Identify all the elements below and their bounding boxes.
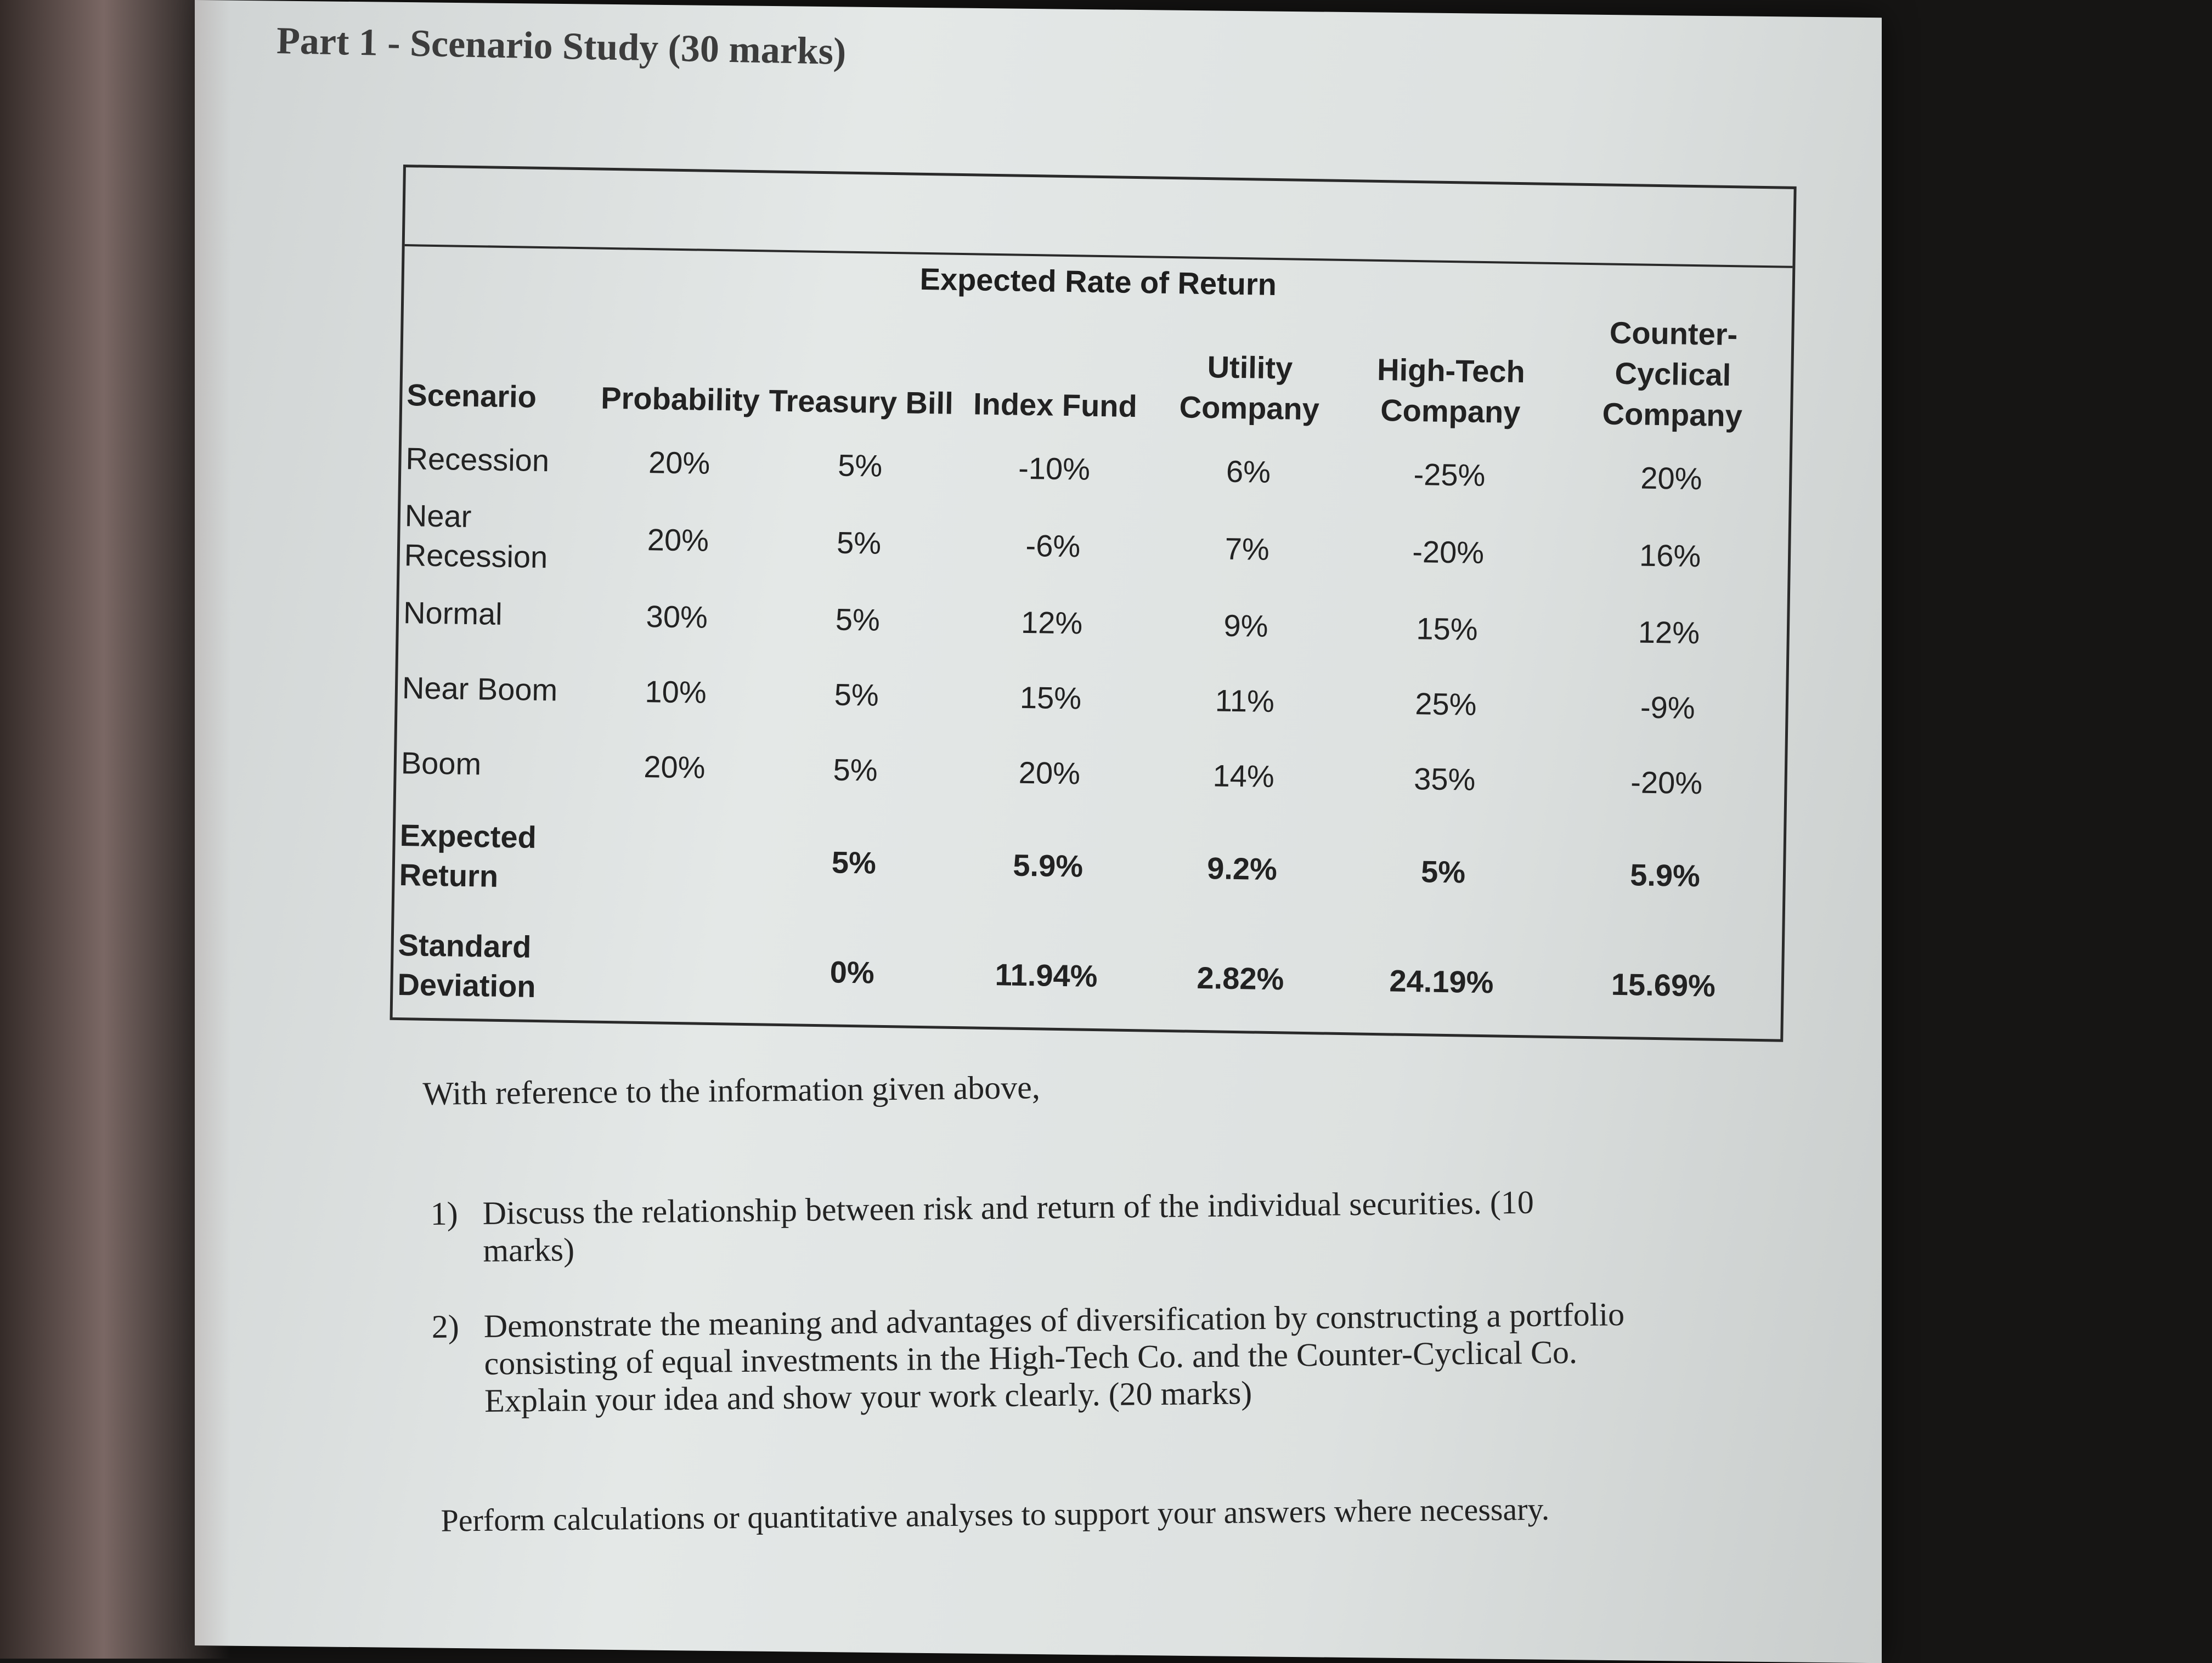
question-text: Demonstrate the meaning and advantages of diversification by constructing a portfolio consisting of equal investments in the High-Tech Co. and the Counter-Cyclical Co. Explain your idea and show your work clearly. (20 marks): [483, 1296, 1625, 1419]
cell-high-tech: 5%: [1420, 853, 1466, 890]
row-scenario: Recession: [405, 440, 550, 478]
cell-treasury: 5%: [837, 448, 883, 483]
cell-utility: 2.82%: [1197, 960, 1284, 996]
col-scenario: Scenario: [406, 377, 537, 414]
col-index-fund: Index Fund: [973, 386, 1138, 424]
cell-utility: 7%: [1224, 531, 1270, 567]
row-scenario: Normal: [403, 595, 503, 631]
row-probability: 10%: [645, 674, 707, 710]
standard-deviation-row: [393, 910, 1782, 1042]
cell-treasury: 5%: [836, 524, 882, 561]
cell-utility: 11%: [1215, 683, 1275, 719]
row-probability: 30%: [646, 599, 708, 635]
cell-high-tech: 35%: [1413, 761, 1476, 797]
cell-index: -6%: [1025, 528, 1081, 563]
row-scenario: Boom: [400, 745, 482, 781]
expected-return-row: [394, 800, 1784, 932]
col-utility-line2: Company: [1179, 389, 1320, 427]
empty-cell: [589, 803, 758, 915]
col-counter-line3: Company: [1602, 396, 1743, 433]
questions-section: [422, 1062, 1634, 1571]
row-scenario: Near Boom: [402, 670, 558, 708]
standard-deviation-label: [393, 910, 589, 1023]
col-high-tech: [1346, 308, 1556, 439]
cell-index: -10%: [1018, 450, 1091, 487]
expected-return-label-line1: Expected: [399, 818, 537, 855]
question-text: Discuss the relationship between risk and return of the individual securities. (10 marks): [482, 1184, 1534, 1269]
cell-index: 20%: [1018, 755, 1081, 791]
expected-return-label: [394, 800, 590, 913]
return-table: [393, 293, 1792, 1042]
cell-index: 12%: [1020, 604, 1083, 641]
table-header: Expected Rate of Return: [404, 244, 1792, 312]
cell-counter: 5.9%: [1629, 857, 1701, 893]
cell-treasury: 0%: [830, 954, 875, 990]
col-counter-line1: Counter-: [1609, 315, 1738, 352]
cell-counter: 20%: [1640, 460, 1702, 496]
row-probability: 20%: [647, 522, 709, 558]
col-treasury-bill: Treasury Bill: [769, 383, 954, 421]
cell-counter: 15.69%: [1611, 966, 1716, 1003]
col-utility-line1: Utility: [1207, 349, 1293, 386]
cell-treasury: 5%: [833, 752, 878, 788]
col-utility: [1152, 306, 1348, 436]
row-scenario: Near Recession: [404, 498, 548, 575]
question-item: [431, 1296, 1633, 1420]
cell-counter: 12%: [1638, 614, 1700, 651]
return-table-frame: [390, 165, 1796, 1042]
col-probability: Probability: [600, 380, 760, 418]
col-counter-cyclical: [1554, 312, 1792, 443]
screen-glare: [0, 0, 230, 1659]
question-item: [430, 1183, 1631, 1270]
column-header-row: [402, 293, 1792, 443]
row-probability: 20%: [643, 749, 706, 785]
cell-high-tech: 15%: [1416, 611, 1479, 647]
cell-utility: 14%: [1212, 758, 1275, 794]
cell-high-tech: -20%: [1412, 534, 1485, 570]
cell-counter: -9%: [1640, 689, 1696, 726]
cell-counter: 16%: [1639, 537, 1701, 573]
cell-high-tech: 24.19%: [1389, 963, 1494, 999]
question-number: 1): [430, 1195, 458, 1232]
col-high-tech-line1: High-Tech: [1376, 352, 1526, 389]
cell-counter: -20%: [1630, 765, 1703, 801]
cell-utility: 9.2%: [1206, 850, 1278, 886]
cell-index: 15%: [1019, 680, 1082, 716]
cell-high-tech: -25%: [1413, 457, 1486, 493]
row-probability: 20%: [648, 445, 710, 480]
cell-utility: 9%: [1223, 608, 1269, 643]
col-counter-line2: Cyclical: [1615, 355, 1731, 393]
cell-treasury: 5%: [831, 844, 877, 880]
cell-treasury: 5%: [834, 677, 879, 712]
question-number: 2): [431, 1308, 460, 1345]
questions-intro: With reference to the information given above,: [422, 1069, 1041, 1112]
std-dev-label-line2: Deviation: [397, 967, 537, 1004]
empty-cell: [586, 913, 755, 1025]
std-dev-label-line1: Standard: [398, 927, 532, 964]
expected-return-label-line2: Return: [399, 857, 499, 893]
cell-high-tech: 25%: [1414, 686, 1477, 722]
cell-index: 5.9%: [1012, 847, 1084, 884]
cell-index: 11.94%: [995, 957, 1098, 993]
cell-treasury: 5%: [835, 602, 881, 637]
part-title: Part 1 - Scenario Study (30 marks): [276, 19, 847, 73]
col-high-tech-line2: Company: [1380, 393, 1521, 430]
cell-utility: 6%: [1226, 454, 1271, 489]
closing-instruction: Perform calculations or quantitative analyses to support your answers where necessary.: [441, 1491, 1550, 1538]
